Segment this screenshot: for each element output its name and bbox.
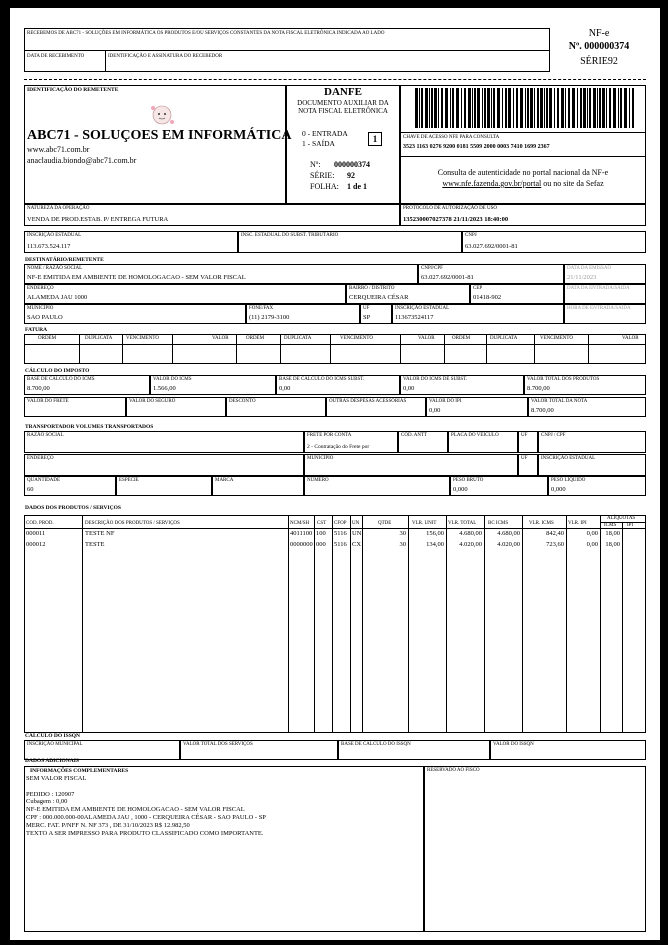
danfe-entrada: 0 - ENTRADA: [302, 129, 348, 138]
info-comp-line: TEXTO A SER IMPRESSO PARA PRODUTO CLASSIFICADO COMO IMPORTANTE.: [26, 829, 264, 837]
transp-peso-liq-box: PESO LÍQUIDO 0,000: [548, 476, 646, 496]
protocolo-valor: 135230007027378 21/11/2023 18:40:00: [403, 216, 509, 223]
danfe-tipo: 1: [368, 132, 382, 146]
chave-label: CHAVE DE ACESSO NFE PARA CONSULTA: [403, 135, 500, 140]
issqn-titulo: CÁLCULO DO ISSQN: [25, 733, 81, 739]
dest-fone-box: FONE/FAX (11) 2179-3100: [246, 304, 360, 324]
danfe-saida: 1 - SAÍDA: [302, 139, 335, 148]
transp-uf2-box: UF: [518, 454, 538, 476]
prod-cell-vicms: 842,40: [546, 530, 564, 537]
prod-h-cfop: CFOP: [334, 521, 347, 526]
prod-cell-un: UN: [352, 530, 362, 537]
prod-cell-cod: 000012: [26, 541, 46, 548]
transp-peso-bruto: 0,000: [453, 486, 468, 493]
prod-cell-cst: 100: [316, 530, 326, 537]
prod-cell-ncm: 4011100: [290, 530, 313, 537]
iest-box: INSC. ESTADUAL DO SUBST. TRIBUTÁRIO: [238, 231, 462, 253]
transp-uf-box: UF: [518, 431, 538, 453]
transp-peso-liq: 0,000: [551, 486, 566, 493]
danfe-serie-label: SÉRIE:: [310, 171, 335, 180]
transp-ie-box: INSCRIÇÃO ESTADUAL: [538, 454, 646, 476]
prod-cell-icms: 18,00: [605, 530, 620, 537]
canhoto-numero: Nº. 000000374: [568, 41, 630, 52]
transp-municipio-box: MUNICÍPIO: [304, 454, 518, 476]
emitente-logo: [146, 100, 178, 128]
prod-h-vtotal: VLR. TOTAL: [448, 521, 477, 526]
frete-box: VALOR DO FRETE: [24, 397, 126, 417]
prod-h-aliq: ALÍQUOTAS: [607, 516, 636, 521]
bc-st: 0,00: [279, 385, 291, 392]
fatura-h-duplicata-3: DUPLICATA: [490, 336, 518, 341]
fatura-h-venc-2: VENCIMENTO: [340, 336, 373, 341]
cnpj-box: CNPJ 63.027.692/0001-81: [462, 231, 646, 253]
info-comp-line: NF-E EMITIDA EM AMBIENTE DE HOMOLOGACAO - SEM VALOR FISCAL: [26, 806, 245, 814]
dest-uf: SP: [363, 314, 371, 321]
prod-cell-un: CX: [352, 541, 362, 548]
v-st: 0,00: [403, 385, 415, 392]
chave-consulta-link[interactable]: www.nfe.fazenda.gov.br/portal: [442, 179, 542, 188]
prod-cell-cfop: 5116: [334, 541, 347, 548]
info-comp-line: Cubagem : 0,00: [26, 798, 68, 806]
fatura-h-ordem-2: ORDEM: [246, 336, 265, 341]
prod-h-qtd: QTDE: [378, 521, 392, 526]
v-prod: 8.700,00: [527, 385, 550, 392]
dest-hora-box: HORA DE ENTRADA/SAÍDA: [564, 304, 646, 324]
transp-numero-box: NÚMERO: [304, 476, 450, 496]
v-st-box: VALOR DO ICMS DE SUBST. 0,00: [400, 375, 524, 395]
dest-cnpj: 63.027.692/0001-81: [421, 274, 474, 281]
desconto-box: DESCONTO: [226, 397, 326, 417]
prod-h-cod: COD. PROD.: [26, 521, 54, 526]
danfe-serie: 92: [347, 171, 355, 180]
prod-cell-vicms: 723,60: [546, 541, 564, 548]
canhoto-text: RECEBEMOS DE ABC71 - SOLUÇÕES EM INFORMÁTICA OS PRODUTOS E/OU SERVIÇOS CONSTANTES DA NOTA FISCAL ELETRÔNICA INDICADA AO LADO: [27, 31, 385, 36]
prod-cell-vunit: 134,00: [426, 541, 444, 548]
transp-antt-box: CÓD. ANTT: [398, 431, 448, 453]
natureza-valor: VENDA DE PROD.ESTAB. P/ ENTREGA FUTURA: [27, 216, 169, 223]
prod-h-ncm: NCM/SH: [290, 521, 310, 526]
prod-h-cst: CST: [317, 521, 327, 526]
dest-titulo: DESTINATÁRIO/REMETENTE: [25, 257, 104, 263]
fatura-h-valor-2: VALOR: [418, 336, 435, 341]
transp-frete-box: FRETE POR CONTA 2 - Contratação do Frete por: [304, 431, 398, 453]
info-comp-line: SEM VALOR FISCAL: [26, 775, 87, 782]
dest-data-emissao: 21/11/2023: [567, 274, 597, 281]
ipi-valor: 0,00: [429, 407, 441, 414]
transp-marca-box: MARCA: [212, 476, 304, 496]
dest-ie: 113673524117: [395, 314, 434, 321]
fatura-h-ordem-3: ORDEM: [452, 336, 471, 341]
v-icms: 1.566,00: [153, 385, 176, 392]
bc-st-box: BASE DE CÁLCULO DO ICMS SUBST. 0,00: [276, 375, 400, 395]
emitente-titulo: IDENTIFICAÇÃO DO REMETENTE: [27, 87, 119, 93]
fatura-h-duplicata-1: DUPLICATA: [85, 336, 113, 341]
prod-cell-bc: 4.680,00: [497, 530, 520, 537]
dest-municipio: SAO PAULO: [27, 314, 63, 321]
prod-cell-cfop: 5116: [334, 530, 347, 537]
barcode: [415, 88, 637, 128]
transp-endereco-box: ENDEREÇO: [24, 454, 304, 476]
transp-qtd: 60: [27, 486, 34, 493]
danfe-sub2: NOTA FISCAL ELETRÔNICA: [298, 107, 388, 115]
dest-nome-box: NOME / RAZÃO SOCIAL NF-E EMITIDA EM AMBIENTE DE HOMOLOGACAO - SEM VALOR FISCAL: [24, 264, 418, 284]
v-prod-box: VALOR TOTAL DOS PRODUTOS 8.700,00: [524, 375, 646, 395]
prod-h-desc: DESCRIÇÃO DOS PRODUTOS / SERVIÇOS: [85, 521, 180, 526]
prod-h-bc: BC ICMS: [488, 521, 509, 526]
natureza-box: NATUREZA DA OPERAÇÃO VENDA DE PROD.ESTAB. P/ ENTREGA FUTURA: [24, 204, 400, 226]
prod-cell-desc: TESTE: [85, 541, 105, 548]
ie-valor: 113.673.524.117: [27, 243, 71, 250]
prod-cell-vipi: 0,00: [586, 530, 598, 537]
issqn-im-box: INSCRIÇÃO MUNICIPAL: [24, 740, 180, 760]
prod-h-vunit: VLR. UNIT: [412, 521, 437, 526]
prod-h-icms: ICMS: [604, 523, 617, 528]
danfe-titulo: DANFE: [324, 86, 362, 98]
info-comp-text: [26, 775, 266, 837]
dest-data-saida-box: DATA DA ENTRADA/SAÍDA: [564, 284, 646, 304]
v-nota-box: VALOR TOTAL DA NOTA 8.700,00: [528, 397, 646, 417]
info-comp-line: MERC. FAT. P/NFF N. NF 373 , DE 31/10/2023 R$ 12.982,50: [26, 821, 190, 829]
prod-cell-cst: 000: [316, 541, 326, 548]
dest-fone: (11) 2179-3100: [249, 314, 290, 321]
prod-h-un: UN: [352, 521, 360, 526]
transp-qtd-box: QUANTIDADE 60: [24, 476, 116, 496]
prod-cell-bc: 4.020,00: [497, 541, 520, 548]
danfe-folha-label: FOLHA:: [310, 182, 339, 191]
dest-uf-box: UF SP: [360, 304, 392, 324]
danfe-sub1: DOCUMENTO AUXILIAR DA: [297, 99, 389, 107]
prod-cell-vipi: 0,00: [586, 541, 598, 548]
info-comp-line: CPF : 000.000.000-00ALAMEDA JAU , 1000 - CERQUEIRA CÉSAR - SAO PAULO - SP: [26, 813, 266, 821]
transp-cnpj-box: CNPJ / CPF: [538, 431, 646, 453]
danfe-page: [10, 8, 660, 940]
chave-valor: 3523 1163 0276 9200 0181 5509 2000 0003 7410 1699 2367: [403, 144, 550, 150]
chave-consulta2: ou no site da Sefaz: [541, 179, 604, 188]
info-comp-line: [26, 783, 266, 791]
danfe-folha: 1 de 1: [347, 182, 367, 191]
fatura-titulo: FATURA: [25, 327, 48, 333]
ipi-box: VALOR DO IPI 0,00: [426, 397, 528, 417]
dest-endereco-box: ENDEREÇO ALAMEDA JAU 1000: [24, 284, 346, 304]
transp-especie-box: ESPÉCIE: [116, 476, 212, 496]
prod-h-vicms: VLR. ICMS: [529, 521, 554, 526]
fatura-h-duplicata-2: DUPLICATA: [284, 336, 312, 341]
transp-peso-bruto-box: PESO BRUTO 0,000: [450, 476, 548, 496]
dest-municipio-box: MUNICÍPIO SAO PAULO: [24, 304, 246, 324]
protocolo-box: PROTOCOLO DE AUTORIZAÇÃO DE USO 135230007027378 21/11/2023 18:40:00: [400, 204, 646, 226]
fatura-h-ordem-1: ORDEM: [38, 336, 57, 341]
produtos-titulo: DADOS DOS PRODUTOS / SERVIÇOS: [25, 505, 121, 511]
prod-cell-vtotal: 4.020,00: [459, 541, 482, 548]
prod-cell-icms: 18,00: [605, 541, 620, 548]
cnpj-valor: 63.027.692/0001-81: [465, 243, 518, 250]
issqn-vserv-box: VALOR TOTAL DOS SERVIÇOS: [180, 740, 338, 760]
emitente-site: www.abc71.com.br: [27, 145, 90, 154]
canhoto-data-recebimento: DATA DE RECEBIMENTO: [27, 54, 85, 59]
dest-endereco: ALAMEDA JAU 1000: [27, 294, 88, 301]
fatura-h-valor-3: VALOR: [622, 336, 639, 341]
prod-cell-qtd: 30: [399, 530, 406, 537]
chave-consulta1: Consulta de autenticidade no portal nacional da NF-e: [437, 168, 609, 177]
emitente-email: anaclaudia.biondo@abc71.com.br: [27, 156, 137, 165]
dest-bairro-box: BAIRRO / DISTRITO CERQUEIRA CÉSAR: [346, 284, 470, 304]
prod-h-vipi: VLR. IPI: [568, 521, 587, 526]
transp-titulo: TRANSPORTADOR VOLUMES TRANSPORTADOS: [25, 424, 154, 430]
canhoto-assinatura: IDENTIFICAÇÃO E ASSINATURA DO RECEBEDOR: [108, 54, 223, 59]
v-nota: 8.700,00: [531, 407, 554, 414]
dest-bairro: CERQUEIRA CÉSAR: [349, 294, 409, 301]
fatura-h-venc-3: VENCIMENTO: [540, 336, 573, 341]
canhoto-serie: SÉRIE92: [580, 56, 618, 67]
danfe-numero-label: Nº:: [310, 160, 321, 169]
fisco-box: [424, 766, 646, 932]
fisco-label: RESERVADO AO FISCO: [427, 768, 480, 773]
outras-box: OUTRAS DESPESAS ACESSÓRIAS: [326, 397, 426, 417]
adicionais-titulo: DADOS ADICIONAIS: [25, 758, 79, 764]
dest-cnpj-box: CNPJ/CPF 63.027.692/0001-81: [418, 264, 564, 284]
issqn-bc-box: BASE DE CÁLCULO DO ISSQN: [338, 740, 490, 760]
prod-h-ipi: IPI: [627, 523, 634, 528]
prod-cell-desc: TESTE NF: [85, 530, 115, 537]
prod-cell-ncm: 0000000: [290, 541, 313, 548]
ie-box: INSCRIÇÃO ESTADUAL 113.673.524.117: [24, 231, 238, 253]
dest-ie-box: INSCRIÇÃO ESTADUAL 113673524117: [392, 304, 564, 324]
dest-cep-box: CEP 01418-902: [470, 284, 564, 304]
fatura-h-valor-1: VALOR: [212, 336, 229, 341]
prod-cell-cod: 000011: [26, 530, 46, 537]
dest-cep: 01418-902: [473, 294, 502, 301]
bc-icms-box: BASE DE CÁLCULO DO ICMS 8.700,00: [24, 375, 150, 395]
seguro-box: VALOR DO SEGURO: [126, 397, 226, 417]
prod-cell-vunit: 156,00: [426, 530, 444, 537]
dest-data-emissao-box: DATA DA EMISSÃO 21/11/2023: [564, 264, 646, 284]
info-comp-label: INFORMAÇÕES COMPLEMENTARES: [30, 768, 129, 774]
dest-nome: NF-E EMITIDA EM AMBIENTE DE HOMOLOGACAO - SEM VALOR FISCAL: [27, 274, 246, 281]
transp-razao-box: RAZÃO SOCIAL: [24, 431, 304, 453]
emitente-nome: ABC71 - SOLUÇOES EM INFORMÁTICA: [27, 128, 292, 143]
v-icms-box: VALOR DO ICMS 1.566,00: [150, 375, 276, 395]
danfe-numero: 000000374: [334, 160, 370, 169]
bc-icms: 8.700,00: [27, 385, 50, 392]
transp-placa-box: PLACA DO VEÍCULO: [448, 431, 518, 453]
prod-cell-qtd: 30: [399, 541, 406, 548]
transp-frete: 2 - Contratação do Frete por: [307, 444, 370, 450]
fatura-h-venc-1: VENCIMENTO: [126, 336, 159, 341]
imposto-titulo: CÁLCULO DO IMPOSTO: [25, 368, 90, 374]
canhoto-nfe: NF-e: [588, 28, 610, 39]
prod-cell-vtotal: 4.680,00: [459, 530, 482, 537]
info-comp-line: PEDIDO : 120907: [26, 790, 75, 798]
issqn-v-box: VALOR DO ISSQN: [490, 740, 646, 760]
